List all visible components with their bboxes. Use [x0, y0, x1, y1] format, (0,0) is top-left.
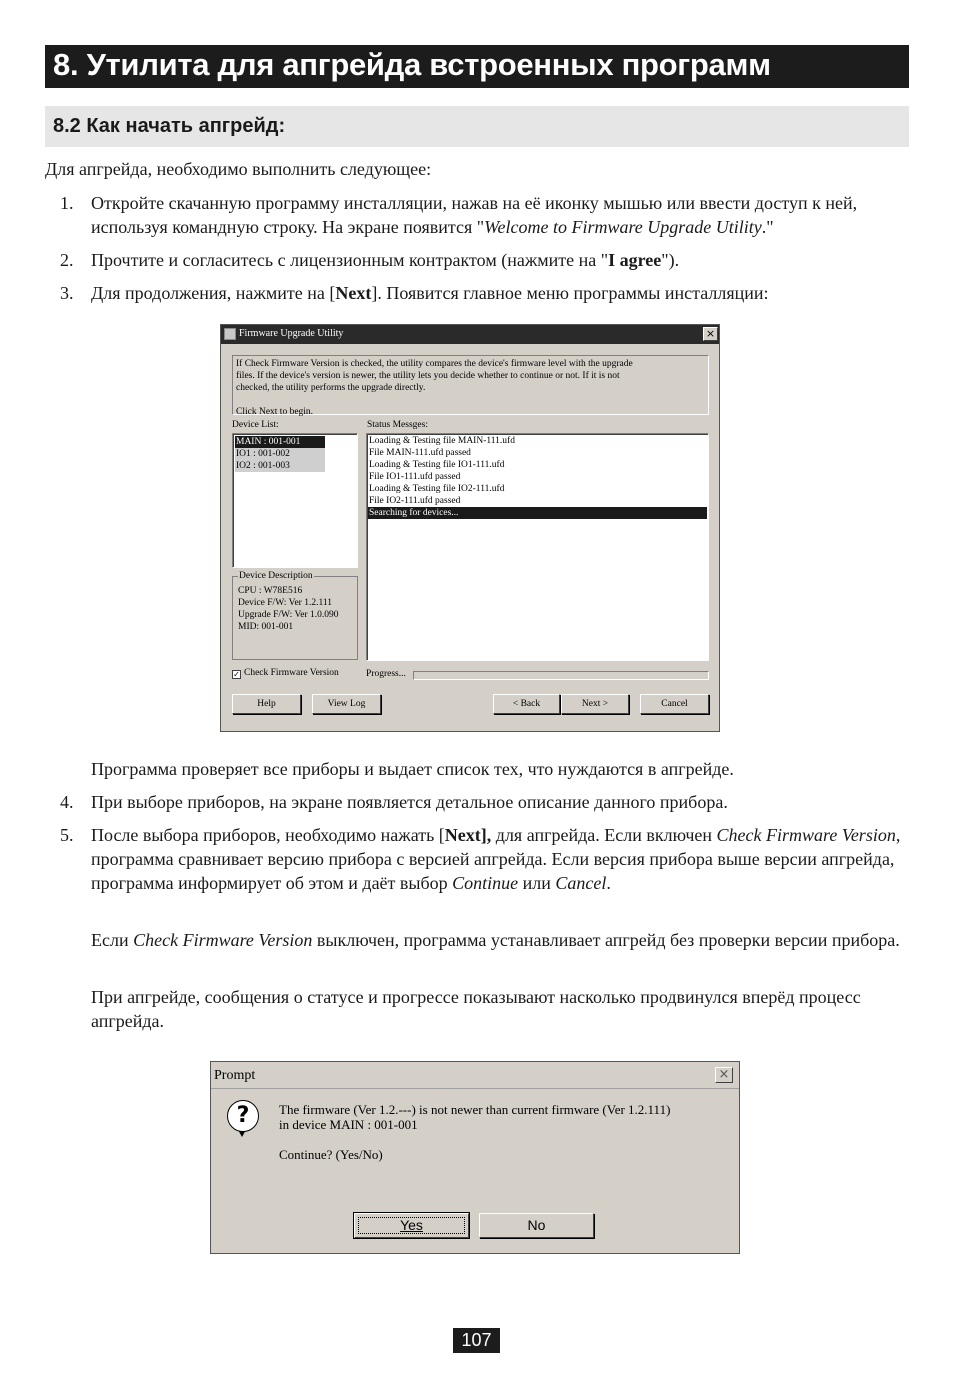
check-firmware-checkbox[interactable]: ✓: [233, 670, 240, 679]
page-number-box: [453, 1328, 500, 1353]
text-run: Для продолжения, нажмите на [: [91, 283, 336, 303]
text-run: Если: [91, 930, 134, 950]
section-title: 8.2 Как начать апгрейд:: [53, 115, 286, 137]
device-list-item[interactable]: IO1 : 001-002: [235, 448, 325, 460]
help-button[interactable]: Help: [232, 694, 301, 714]
step-2-text: [91, 248, 903, 272]
prompt-message-line: in device MAIN : 001-001: [279, 1117, 418, 1132]
prompt-message-line: The firmware (Ver 1.2.---) is not newer than current firmware (Ver 1.2.111): [279, 1102, 671, 1117]
status-message: Loading & Testing file IO2-111.ufd: [369, 484, 505, 494]
next-button[interactable]: Next >: [561, 694, 629, 714]
step-number: 1.: [60, 193, 74, 213]
step-number: 3.: [60, 283, 74, 303]
device-list-item[interactable]: MAIN : 001-001: [235, 436, 325, 448]
text-run: , программа сравнивает версию прибора с версией апгрейда. Если версия прибора выше версии апгрейда, программа информирует об этом и даёт выбор: [91, 825, 901, 893]
window-title: Firmware Upgrade Utility: [239, 328, 344, 339]
info-line: files. If the device's version is newer, the utility lets you decide whether to continue or not. If it is not: [236, 371, 620, 381]
text-run: .: [606, 873, 611, 893]
text-run: Next: [335, 283, 372, 303]
device-description-title: Device Description: [239, 571, 313, 581]
info-line: If Check Firmware Version is checked, the utility compares the device's firmware level with the upgrade: [236, 359, 633, 369]
step-number: 2.: [60, 250, 74, 270]
text-run: Continue: [452, 873, 519, 893]
device-list[interactable]: [232, 433, 358, 568]
app-icon: [224, 328, 236, 340]
text-run: При выборе приборов, на экране появляется детальное описание данного прибора.: [91, 792, 728, 812]
step-5-text: [91, 823, 903, 895]
question-icon: ?: [227, 1100, 259, 1132]
text-run: выключен, программа устанавливает апгрейд без проверки версии прибора.: [312, 930, 900, 950]
status-messages-box[interactable]: [366, 433, 709, 661]
step-3-text: [91, 281, 903, 305]
text-run: Cancel: [555, 873, 607, 893]
yes-button[interactable]: [354, 1213, 469, 1238]
device-list-label: Device List:: [232, 420, 279, 430]
text-run: или: [518, 873, 556, 893]
status-message: File MAIN-111.ufd passed: [369, 448, 471, 458]
firmware-utility-window: [220, 324, 720, 732]
view-log-button[interactable]: View Log: [312, 694, 381, 714]
step-number: 5.: [60, 825, 74, 845]
prompt-dialog: [210, 1061, 740, 1254]
text-run: После выбора приборов, необходимо нажать [: [91, 825, 445, 845]
section-header: [45, 106, 909, 147]
after-screenshot-text: Программа проверяет все приборы и выдает список тех, что нуждаются в апгрейде.: [91, 759, 734, 779]
text-run: Welcome to Firmware Upgrade Utility: [484, 217, 762, 237]
close-icon[interactable]: ×: [703, 327, 718, 341]
text-run: .": [761, 217, 774, 237]
note-check-disabled: [91, 928, 903, 952]
window-titlebar: [221, 325, 719, 344]
text-run: ]. Появится главное меню программы инсталляции:: [371, 283, 769, 303]
cancel-button[interactable]: Cancel: [640, 694, 709, 714]
prompt-title: Prompt: [214, 1068, 256, 1083]
step-number: 4.: [60, 792, 74, 812]
status-label: Status Messges:: [367, 420, 428, 430]
note-progress: При апгрейде, сообщения о статусе и прогрессе показывают насколько продвинулся вперёд процесс апгрейда.: [91, 987, 861, 1031]
step-4-text: [91, 790, 903, 814]
intro-text: Для апгрейда, необходимо выполнить следующее:: [45, 159, 432, 179]
device-description-line: Upgrade F/W: Ver 1.0.090: [238, 610, 339, 620]
status-message: Searching for devices...: [368, 507, 707, 519]
click-next-text: Click Next to begin.: [236, 407, 314, 417]
info-line: checked, the utility performs the upgrade directly.: [236, 383, 426, 393]
info-text: [236, 358, 706, 418]
status-message: File IO2-111.ufd passed: [369, 496, 461, 506]
status-message: Loading & Testing file MAIN-111.ufd: [369, 436, 515, 446]
device-list-item[interactable]: IO2 : 001-003: [235, 460, 325, 472]
device-description-group: [232, 571, 358, 660]
chapter-header: [45, 45, 909, 88]
text-run: Прочтите и согласитесь с лицензионным контрактом (нажмите на ": [91, 250, 609, 270]
progress-bar: [413, 671, 709, 680]
page-number: 107: [461, 1330, 492, 1350]
text-run: I agree: [608, 250, 662, 270]
progress-label: Progress...: [366, 669, 406, 679]
text-run: ").: [661, 250, 680, 270]
close-icon[interactable]: ×: [715, 1067, 733, 1083]
text-run: Check Firmware Version: [716, 825, 896, 845]
device-description-line: MID: 001-001: [238, 622, 294, 632]
text-run: Check Firmware Version: [133, 930, 313, 950]
text-run: для апгрейда. Если включен: [491, 825, 717, 845]
focus-ring: [358, 1217, 465, 1234]
prompt-titlebar: [211, 1062, 739, 1089]
check-firmware-label: Check Firmware Version: [244, 668, 339, 678]
device-description-line: Device F/W: Ver 1.2.111: [238, 598, 333, 608]
status-message: File IO1-111.ufd passed: [369, 472, 461, 482]
prompt-question: Continue? (Yes/No): [279, 1147, 383, 1162]
back-button[interactable]: < Back: [493, 694, 560, 714]
yes-button-label: Yes: [400, 1217, 423, 1233]
device-description-line: CPU : W78E516: [238, 586, 303, 596]
no-button[interactable]: No: [479, 1213, 594, 1238]
text-run: Откройте скачанную программу инсталляции, нажав на её иконку мышью или ввести доступ к ней, используя командную строку. На экране появится ": [91, 193, 858, 237]
text-run: Next],: [444, 825, 492, 845]
info-panel: [232, 355, 709, 415]
status-message: Loading & Testing file IO1-111.ufd: [369, 460, 505, 470]
step-1-text: [91, 191, 903, 239]
chapter-title: 8. Утилита для апгрейда встроенных программ: [53, 47, 771, 82]
